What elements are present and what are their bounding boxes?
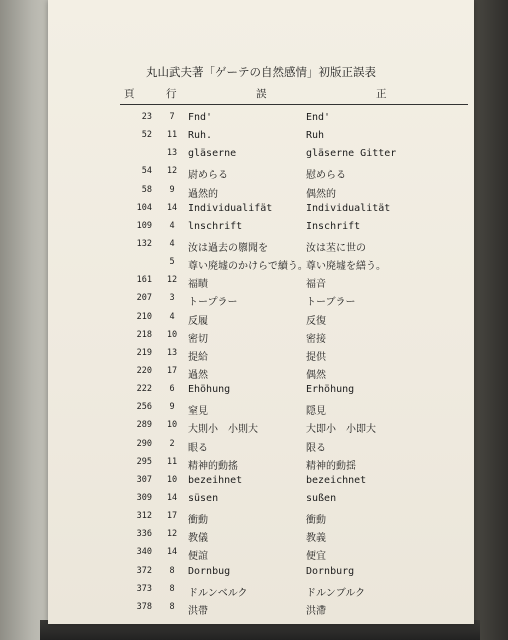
cell-wrong: 精神的動搖 bbox=[188, 460, 238, 472]
table-row bbox=[48, 273, 474, 291]
cell-page: 218 bbox=[136, 329, 152, 340]
table-row bbox=[48, 491, 474, 509]
cell-page: 54 bbox=[141, 166, 152, 177]
cell-line: 4 bbox=[169, 238, 175, 249]
cell-page: 256 bbox=[136, 402, 152, 413]
cell-right: 尊い廃墟を繕う。 bbox=[306, 261, 386, 273]
table-row bbox=[48, 291, 474, 309]
table-row bbox=[48, 219, 474, 237]
cell-line: 8 bbox=[169, 565, 175, 576]
table-row bbox=[48, 455, 474, 473]
cell-wrong: 過然的 bbox=[188, 188, 218, 200]
cell-page: 132 bbox=[136, 238, 152, 249]
cell-page: 373 bbox=[136, 583, 152, 594]
cell-right: 密接 bbox=[306, 333, 326, 345]
cell-page: 309 bbox=[136, 492, 152, 503]
cell-page: 307 bbox=[136, 474, 152, 485]
cell-wrong: Individualifät bbox=[188, 202, 273, 214]
cell-wrong: 汝は過去の隳聞を bbox=[188, 242, 268, 254]
table-row bbox=[48, 473, 474, 491]
cell-wrong: 密切 bbox=[188, 333, 208, 345]
cell-line: 13 bbox=[166, 347, 178, 358]
cell-wrong: トープラー bbox=[188, 297, 238, 309]
cell-wrong: bezeihnet bbox=[188, 474, 243, 486]
header-wrong: 誤 bbox=[256, 88, 267, 100]
cell-wrong: 窒見 bbox=[188, 406, 208, 418]
cell-page: 161 bbox=[136, 275, 152, 286]
table-row bbox=[48, 146, 474, 164]
cell-right: gläserne Gitter bbox=[306, 148, 397, 160]
cell-line: 2 bbox=[169, 438, 175, 449]
cell-wrong: 尉めらる bbox=[188, 170, 228, 182]
cell-wrong: Ruh. bbox=[188, 130, 213, 142]
cell-wrong: 過然 bbox=[188, 369, 208, 381]
cell-line: 17 bbox=[166, 511, 178, 522]
cell-line: 7 bbox=[169, 112, 175, 122]
cell-right: sußen bbox=[306, 492, 337, 504]
cell-wrong: Fnd' bbox=[188, 112, 213, 123]
cell-line: 12 bbox=[166, 275, 178, 286]
table-row bbox=[48, 183, 474, 201]
table-row bbox=[48, 382, 474, 400]
table-row bbox=[48, 328, 474, 346]
cell-right: 精神的動揺 bbox=[306, 460, 356, 472]
cell-right: bezeichnet bbox=[306, 474, 367, 486]
cell-page: 207 bbox=[136, 293, 152, 304]
table-row bbox=[48, 545, 474, 563]
cell-page: 52 bbox=[141, 130, 152, 141]
cell-wrong: 反履 bbox=[188, 315, 208, 327]
header-rule bbox=[120, 104, 468, 105]
cell-wrong: 福瞔 bbox=[188, 279, 208, 291]
cell-right: 偶然 bbox=[306, 369, 326, 381]
cell-wrong: 教儀 bbox=[188, 533, 208, 545]
cell-wrong: süsen bbox=[188, 492, 219, 504]
table-row bbox=[48, 509, 474, 527]
dark-background bbox=[470, 0, 508, 640]
cell-line: 14 bbox=[166, 202, 178, 213]
cell-line: 12 bbox=[166, 529, 178, 540]
cell-right: 福音 bbox=[306, 279, 326, 291]
cell-wrong: Dornbug bbox=[188, 565, 231, 577]
table-row bbox=[48, 128, 474, 146]
cell-right: 提供 bbox=[306, 351, 326, 363]
cell-wrong: 尊い廃墟のかけらで續う。 bbox=[188, 261, 308, 273]
table-row bbox=[48, 110, 474, 128]
header-right: 正 bbox=[376, 88, 387, 100]
table-row bbox=[48, 400, 474, 418]
cell-right: 大即小 小即大 bbox=[306, 424, 376, 436]
cell-line: 3 bbox=[169, 293, 175, 304]
cell-line: 6 bbox=[169, 384, 175, 395]
cell-right: 反復 bbox=[306, 315, 326, 327]
cell-line: 5 bbox=[169, 257, 175, 268]
table-row bbox=[48, 346, 474, 364]
cell-right: 教義 bbox=[306, 533, 326, 545]
cell-page: 312 bbox=[136, 511, 152, 522]
cell-wrong: 便誼 bbox=[188, 551, 208, 563]
cell-wrong: 眼る bbox=[188, 442, 208, 454]
cell-page: 295 bbox=[136, 456, 152, 467]
table-row bbox=[48, 255, 474, 273]
cell-line: 10 bbox=[166, 329, 178, 340]
cell-line: 14 bbox=[166, 547, 178, 558]
cell-page: 220 bbox=[136, 365, 152, 376]
table-row bbox=[48, 237, 474, 255]
cell-line: 11 bbox=[166, 456, 178, 467]
cell-line: 14 bbox=[166, 492, 178, 503]
cell-line: 4 bbox=[169, 220, 175, 231]
cell-line: 13 bbox=[166, 148, 178, 159]
cell-page: 340 bbox=[136, 547, 152, 558]
table-row bbox=[48, 600, 474, 618]
page-title: 丸山武夫著「ゲーテの自然感情」初版正誤表 bbox=[146, 65, 376, 79]
cell-line: 12 bbox=[166, 166, 178, 177]
cell-right: Dornburg bbox=[306, 565, 355, 577]
cell-line: 17 bbox=[166, 365, 178, 376]
cell-wrong: gläserne bbox=[188, 148, 237, 160]
cell-page: 58 bbox=[141, 184, 152, 195]
cell-wrong: 大則小 小則大 bbox=[188, 424, 258, 436]
table-row bbox=[48, 418, 474, 436]
cell-right: End' bbox=[306, 112, 331, 123]
cell-line: 8 bbox=[169, 583, 175, 594]
cell-page: 23 bbox=[141, 112, 152, 122]
cell-right: 衝動 bbox=[306, 515, 326, 527]
cell-page: 222 bbox=[136, 384, 152, 395]
cell-right: Erhöhung bbox=[306, 384, 355, 396]
cell-page: 219 bbox=[136, 347, 152, 358]
cell-right: Individualität bbox=[306, 202, 391, 214]
errata-table bbox=[48, 110, 474, 618]
cell-right: 洪滯 bbox=[306, 605, 326, 617]
cell-wrong: Ehöhung bbox=[188, 384, 231, 396]
header-line: 行 bbox=[166, 88, 177, 100]
header-page: 頁 bbox=[124, 88, 135, 100]
cell-line: 9 bbox=[169, 184, 175, 195]
cell-right: ドルンブルク bbox=[306, 587, 366, 599]
cell-right: 限る bbox=[306, 442, 326, 454]
cell-page: 289 bbox=[136, 420, 152, 431]
cell-page: 372 bbox=[136, 565, 152, 576]
table-row bbox=[48, 437, 474, 455]
table-row bbox=[48, 564, 474, 582]
cell-right: 隠見 bbox=[306, 406, 326, 418]
cell-right: Ruh bbox=[306, 130, 325, 142]
table-row bbox=[48, 582, 474, 600]
cell-wrong: 提給 bbox=[188, 351, 208, 363]
cell-right: Inschrift bbox=[306, 220, 361, 232]
table-row bbox=[48, 527, 474, 545]
cell-line: 8 bbox=[169, 601, 175, 612]
cell-page: 290 bbox=[136, 438, 152, 449]
cell-right: 便宜 bbox=[306, 551, 326, 563]
table-row bbox=[48, 164, 474, 182]
cell-page: 378 bbox=[136, 601, 152, 612]
cell-wrong: 洪帶 bbox=[188, 605, 208, 617]
cell-line: 4 bbox=[169, 311, 175, 322]
cell-page: 210 bbox=[136, 311, 152, 322]
table-row bbox=[48, 201, 474, 219]
cell-right: トーブラー bbox=[306, 297, 356, 309]
cell-wrong: 衝動 bbox=[188, 515, 208, 527]
cell-line: 10 bbox=[166, 474, 178, 485]
cell-right: 汝は苤に世の bbox=[306, 242, 366, 254]
cell-line: 11 bbox=[166, 130, 178, 141]
table-row bbox=[48, 364, 474, 382]
cell-line: 10 bbox=[166, 420, 178, 431]
cell-right: 慰めらる bbox=[306, 170, 346, 182]
table-row bbox=[48, 310, 474, 328]
cell-page: 109 bbox=[136, 220, 152, 231]
cell-page: 336 bbox=[136, 529, 152, 540]
cell-wrong: ドルンベルク bbox=[188, 587, 248, 599]
cell-line: 9 bbox=[169, 402, 175, 413]
errata-page bbox=[48, 0, 474, 624]
cell-page: 104 bbox=[136, 202, 152, 213]
cell-wrong: lnschrift bbox=[188, 220, 243, 232]
cell-right: 偶然的 bbox=[306, 188, 336, 200]
